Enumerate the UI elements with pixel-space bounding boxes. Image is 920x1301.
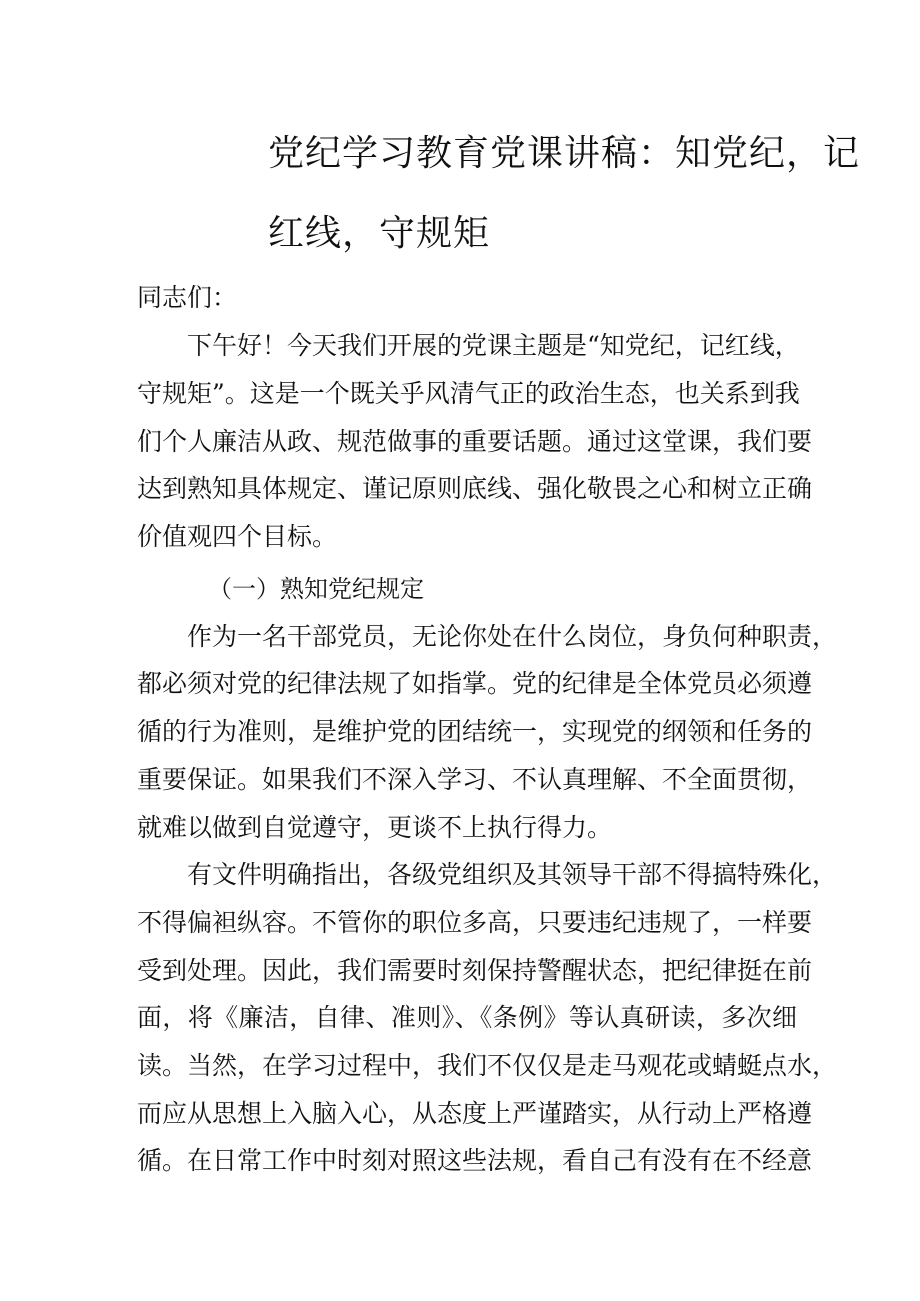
paragraph-2-line: 作为一名干部党员，无论你处在什么岗位，身负何种职责，	[187, 622, 838, 651]
paragraph-3-line: 而应从思想上入脑入心，从态度上严谨踏实，从行动上严格遵	[137, 1099, 813, 1128]
paragraph-3-line: 面，将《廉洁，自律、准则》、《条例》等认真研读，多次细	[137, 1003, 797, 1032]
document-title-line-1: 党纪学习教育党课讲稿：知党纪，记	[268, 133, 861, 174]
section-heading: （一）熟知党纪规定	[208, 575, 424, 603]
paragraph-3-line: 读。当然，在学习过程中，我们不仅仅是走马观花或蜻蜓点水，	[137, 1051, 838, 1080]
salutation: 同志们：	[137, 283, 238, 312]
paragraph-1-line: 下午好！今天我们开展的党课主题是“知党纪，记红线，	[187, 331, 800, 360]
paragraph-3-line: 有文件明确指出，各级党组织及其领导干部不得搞特殊化，	[187, 860, 838, 889]
paragraph-2-line: 循的行为准则，是维护党的团结统一，实现党的纲领和任务的	[137, 717, 813, 746]
document-title-line-2: 红线，守规矩	[268, 213, 491, 254]
paragraph-3-line: 循。在日常工作中时刻对照这些法规，看自己有没有在不经意	[137, 1146, 813, 1175]
paragraph-1-line: 价值观四个目标。	[137, 522, 338, 551]
paragraph-2-line: 就难以做到自觉遵守，更谈不上执行得力。	[137, 813, 613, 842]
paragraph-2-line: 重要保证。如果我们不深入学习、不认真理解、不全面贯彻，	[137, 765, 813, 794]
paragraph-1-line: 达到熟知具体规定、谨记原则底线、强化敬畏之心和树立正确	[137, 474, 813, 503]
paragraph-3-line: 受到处理。因此，我们需要时刻保持警醒状态，把纪律挺在前	[137, 956, 813, 985]
paragraph-1-line: 们个人廉洁从政、规范做事的重要话题。通过这堂课，我们要	[137, 427, 813, 456]
paragraph-3-line: 不得偏袒纵容。不管你的职位多高，只要违纪违规了，一样要	[137, 908, 813, 937]
paragraph-2-line: 都必须对党的纪律法规了如指掌。党的纪律是全体党员必须遵	[137, 669, 813, 698]
paragraph-1-line: 守规矩”。这是一个既关乎风清气正的政治生态，也关系到我	[137, 379, 800, 408]
